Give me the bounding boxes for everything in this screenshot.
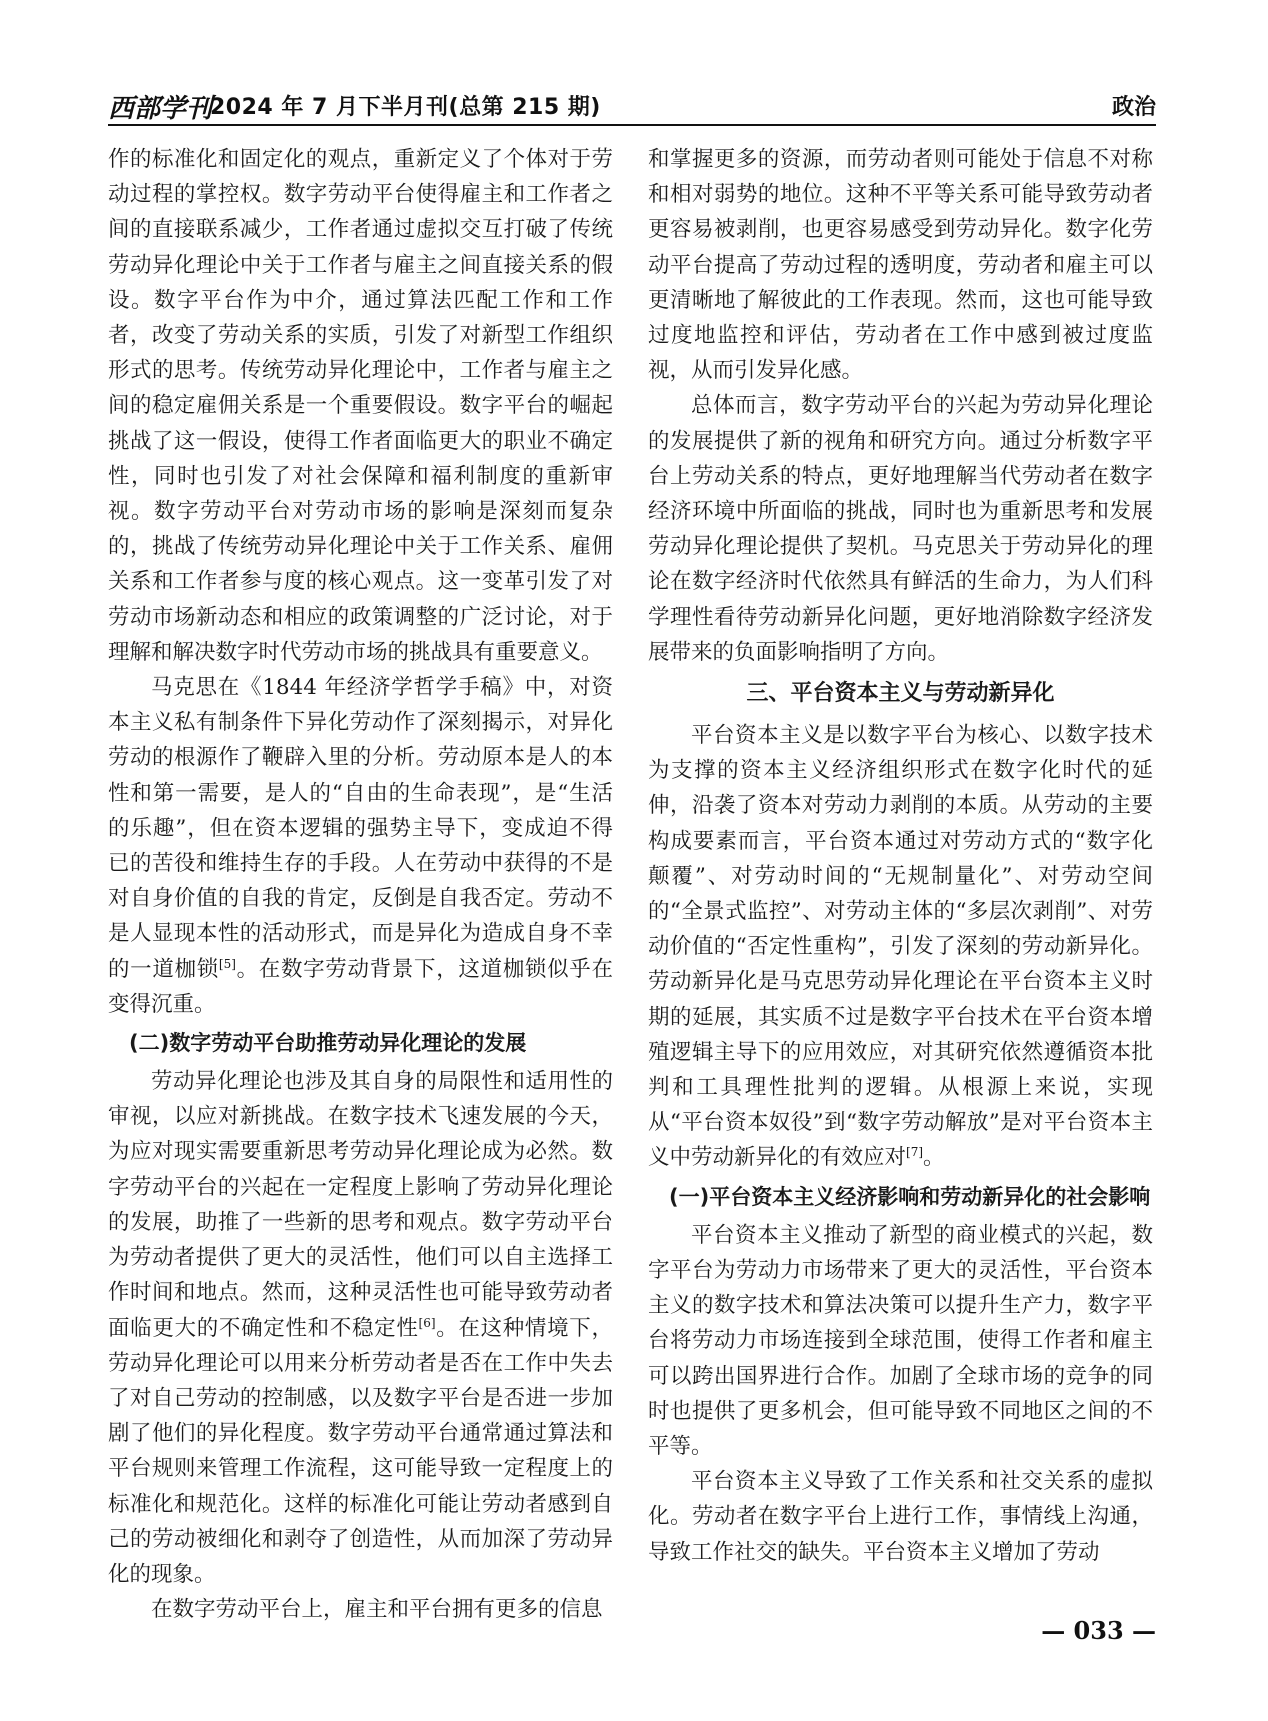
paragraph: 平台资本主义推动了新型的商业模式的兴起，数字平台为劳动力市场带来了更大的灵活性，平台资本主义的数字技术和算法决策可以提升生产力，数字平台将劳动力市场连接到全球范围，使得工作者和雇主可以跨出国界进行合作。加剧了全球市场的竞争的同时也提供了更多机会，但可能导致不同地区之间的不平等。 xyxy=(648,1222,1153,1459)
header-rule xyxy=(108,124,1156,126)
issue-info: 2024 年 7 月下半月刊(总第 215 期) xyxy=(210,95,601,120)
paragraph: 平台资本主义是以数字平台为核心、以数字技术为支撑的资本主义经济组织形式在数字化时代的延伸，沿袭了资本对劳动力剥削的本质。从劳动的主要构成要素而言，平台资本通过对劳动方式的“数字化颠覆”、对劳动时间的“无规制量化”、对劳动空间的“全景式监控”、对劳动主体的“多层次剥削”、对劳动价值的“否定性重构”，引发了深刻的劳动新异化。劳动新异化是马克思劳动异化理论在平台资本主义时期的延展，其实质不过是数字平台技术在平台资本增殖逻辑主导下的应用效应，对其研究依然遵循资本批判和工具理性批判的逻辑。从根源上来说，实现从“平台资本奴役”到“数字劳动解放”是对平台资本主义中劳动新异化的有效应对[7]。 xyxy=(648,723,1153,1171)
section-heading: 三、平台资本主义与劳动新异化 xyxy=(746,681,1055,707)
page-number: — 033 — xyxy=(1041,1616,1156,1645)
paragraph: 和掌握更多的资源，而劳动者则可能处于信息不对称和相对弱势的地位。这种不平等关系可能导致劳动者更容易被剥削，也更容易感受到劳动异化。数字化劳动平台提高了劳动过程的透明度，劳动者和雇主可以更清晰地了解彼此的工作表现。然而，这也可能导致过度地监控和评估，劳动者在工作中感到被过度监视，从而引发异化感。 xyxy=(648,147,1153,384)
section-label: 政治 xyxy=(1111,95,1156,120)
citation-ref: [5] xyxy=(218,956,236,971)
citation-ref: [6] xyxy=(418,1315,436,1330)
journal-logo: 西部学刊 xyxy=(108,94,213,124)
paragraph: 在数字劳动平台上，雇主和平台拥有更多的信息 xyxy=(151,1597,603,1623)
paragraph: 总体而言，数字劳动平台的兴起为劳动异化理论的发展提供了新的视角和研究方向。通过分析数字平台上劳动关系的特点，更好地理解当代劳动者在数字经济环境中所面临的挑战，同时也为重新思考和发展劳动异化理论提供了契机。马克思关于劳动异化的理论在数字经济时代依然具有鲜活的生命力，为人们科学理性看待劳动新异化问题，更好地消除数字经济发展带来的负面影响指明了方向。 xyxy=(648,393,1153,665)
paragraph: 平台资本主义导致了工作关系和社交关系的虚拟化。劳动者在数字平台上进行工作，事情线上沟通，导致工作社交的缺失。平台资本主义增加了劳动 xyxy=(648,1469,1153,1565)
paragraph: 马克思在《1844 年经济学哲学手稿》中，对资本主义私有制条件下异化劳动作了深刻揭示，对异化劳动的根源作了鞭辟入里的分析。劳动原本是人的本性和第一需要，是人的“自由的生命表现”，是“生活的乐趣”，但在资本逻辑的强势主导下，变成迫不得已的苦役和维持生存的手段。人在劳动中获得的不是对自身价值的自我的肯定，反倒是自我否定。劳动不是人显现本性的活动形式，而是异化为造成自身不幸的一道枷锁[5]。在数字劳动背景下，这道枷锁似乎在变得沉重。 xyxy=(108,675,613,1017)
running-header xyxy=(108,88,1156,128)
citation-ref: [7] xyxy=(906,1145,924,1160)
paragraph: 劳动异化理论也涉及其自身的局限性和适用性的审视，以应对新挑战。在数字技术飞速发展的今天，为应对现实需要重新思考劳动异化理论成为必然。数字劳动平台的兴起在一定程度上影响了劳动异化理论的发展，助推了一些新的思考和观点。数字劳动平台为劳动者提供了更大的灵活性，他们可以自主选择工作时间和地点。然而，这种灵活性也可能导致劳动者面临更大的不确定性和不稳定性[6]。在这种情境下，劳动异化理论可以用来分析劳动者是否在工作中失去了对自己劳动的控制感，以及数字平台是否进一步加剧了他们的异化程度。数字劳动平台通常通过算法和平台规则来管理工作流程，这可能导致一定程度上的标准化和规范化。这样的标准化可能让劳动者感到自己的劳动被细化和剥夺了创造性，从而加深了劳动异化的现象。 xyxy=(108,1069,613,1587)
paragraph: 作的标准化和固定化的观点，重新定义了个体对于劳动过程的掌控权。数字劳动平台使得雇主和工作者之间的直接联系减少，工作者通过虚拟交互打破了传统劳动异化理论中关于工作者与雇主之间直接关系的假设。数字平台作为中介，通过算法匹配工作和工作者，改变了劳动关系的实质，引发了对新型工作组织形式的思考。传统劳动异化理论中，工作者与雇主之间的稳定雇佣关系是一个重要假设。数字平台的崛起挑战了这一假设，使得工作者面临更大的职业不确定性，同时也引发了对社会保障和福利制度的重新审视。数字劳动平台对劳动市场的影响是深刻而复杂的，挑战了传统劳动异化理论中关于工作关系、雇佣关系和工作者参与度的核心观点。这一变革引发了对劳动市场新动态和相应的政策调整的广泛讨论，对于理解和解决数字时代劳动市场的挑战具有重要意义。 xyxy=(108,147,613,665)
right-column xyxy=(648,142,1153,1570)
left-column xyxy=(108,142,613,1627)
subsection-heading: (一)平台资本主义经济影响和劳动新异化的社会影响 xyxy=(669,1184,1151,1209)
subsection-heading: (二)数字劳动平台助推劳动异化理论的发展 xyxy=(129,1031,527,1056)
